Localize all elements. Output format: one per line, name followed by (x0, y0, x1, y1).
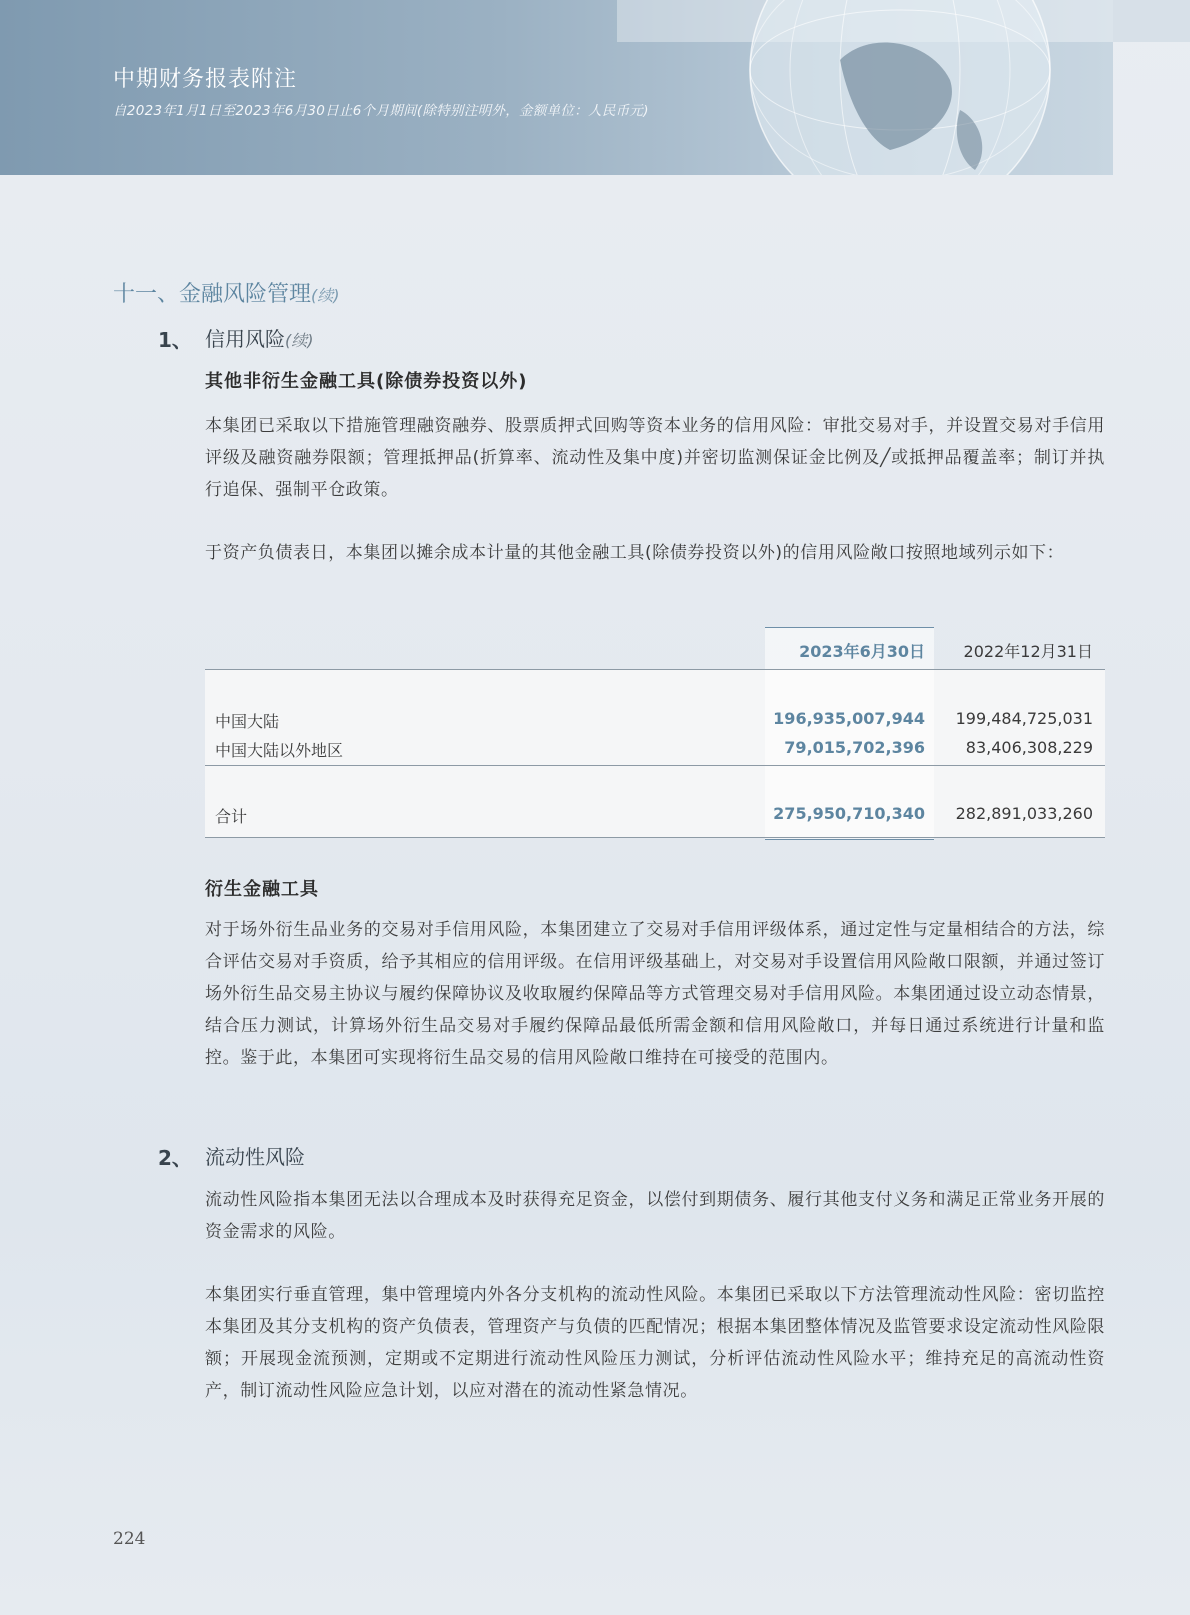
subsection-1-title (205, 323, 314, 352)
page-number: 224 (113, 1529, 146, 1549)
row-outside-2023: 79,015,702,396 (784, 738, 925, 757)
row-mainland-2023: 196,935,007,944 (773, 709, 925, 728)
table-subtotal-rule (205, 765, 1105, 766)
exposure-table (205, 627, 1105, 839)
heading-other-instruments: 其他非衍生金融工具(除债券投资以外) (205, 371, 528, 392)
section-title-text: 十一、金融风险管理 (113, 282, 312, 307)
col-header-2023: 2023年6月30日 (799, 642, 925, 661)
table-header-rule (205, 669, 1105, 670)
subsection-1-number: 1、 (158, 328, 192, 352)
subsection-1-title-text: 信用风险 (205, 327, 285, 351)
row-outside-2022: 83,406,308,229 (965, 738, 1093, 757)
col-header-2022: 2022年12月31日 (963, 642, 1093, 661)
subsection-1-title-cont: (续) (285, 331, 314, 350)
section-title (113, 277, 340, 308)
table-bottom-rule (205, 837, 1105, 838)
subsection-2-title: 流动性风险 (205, 1145, 305, 1169)
globe-illustration (690, 0, 1110, 175)
row-total-2022: 282,891,033,260 (955, 804, 1093, 823)
subsection-2-number: 2、 (158, 1146, 192, 1170)
section-title-cont: (续) (311, 286, 340, 305)
row-label-mainland: 中国大陆 (215, 712, 280, 731)
header-right-strip (1113, 0, 1190, 42)
header-title: 中期财务报表附注 (113, 67, 298, 92)
row-mainland-2022: 199,484,725,031 (955, 709, 1093, 728)
paragraph-liquidity-management: 本集团实行垂直管理，集中管理境内外各分支机构的流动性风险。本集团已采取以下方法管理流动性风险：密切监控本集团及其分支机构的资产负债表，管理资产与负债的匹配情况；根据本集团整体情况及监管要求设定流动性风险限额；开展现金流预测，定期或不定期进行流动性风险压力测试，分析评估流动性风险水平；维持充足的高流动性资产，制订流动性风险应急计划，以应对潜在的流动性紧急情况。 (205, 1285, 1105, 1401)
paragraph-liquidity-definition: 流动性风险指本集团无法以合理成本及时获得充足资金，以偿付到期债务、履行其他支付义务和满足正常业务开展的资金需求的风险。 (205, 1190, 1105, 1242)
row-label-total: 合计 (215, 807, 248, 826)
paragraph-credit-measures: 本集团已采取以下措施管理融资融券、股票质押式回购等资本业务的信用风险：审批交易对手，并设置交易对手信用评级及融资融券限额；管理抵押品(折算率、流动性及集中度)并密切监测保证金比例及╱或抵押品覆盖率；制订并执行追保、强制平仓政策。 (205, 416, 1105, 500)
header-subtitle: 自2023年1月1日至2023年6月30日止6个月期间(除特别注明外，金额单位：人民币元) (113, 103, 649, 119)
paragraph-exposure-intro: 于资产负债表日，本集团以摊余成本计量的其他金融工具(除债券投资以外)的信用风险敞口按照地域列示如下： (205, 543, 1065, 563)
row-total-2023: 275,950,710,340 (773, 804, 925, 823)
heading-derivatives: 衍生金融工具 (205, 879, 319, 900)
paragraph-derivatives: 对于场外衍生品业务的交易对手信用风险，本集团建立了交易对手信用评级体系，通过定性与定量相结合的方法，综合评估交易对手资质，给予其相应的信用评级。在信用评级基础上，对交易对手设置信用风险敞口限额，并通过签订场外衍生品交易主协议与履约保障协议及收取履约保障品等方式管理交易对手信用风险。本集团通过设立动态情景，结合压力测试，计算场外衍生品交易对手履约保障品最低所需金额和信用风险敞口，并每日通过系统进行计量和监控。鉴于此，本集团可实现将衍生品交易的信用风险敞口维持在可接受的范围内。 (205, 920, 1105, 1068)
row-label-outside: 中国大陆以外地区 (215, 741, 344, 760)
